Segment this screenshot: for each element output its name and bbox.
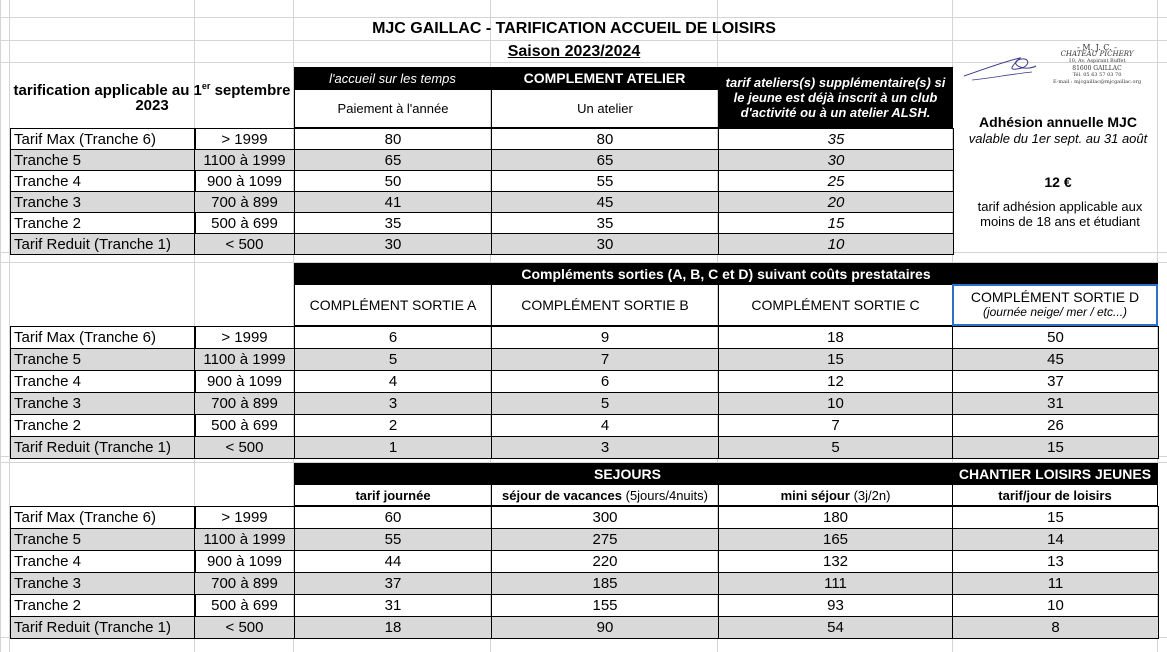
col-one-workshop-header: Un atelier <box>491 89 719 128</box>
logo-line2: CHATEAU PICHERY <box>1060 50 1134 58</box>
tarif-jour-loisirs-cell: 14 <box>952 528 1159 551</box>
tranche-label: Tarif Reduit (Tranche 1) <box>14 235 172 253</box>
mini-sejour-cell: 111 <box>718 572 953 595</box>
logo-line4: 81600 GAILLAC <box>1072 65 1122 72</box>
range-cell: 900 à 1099 <box>194 170 295 192</box>
range-cell: 700 à 899 <box>194 191 295 213</box>
annual-payment-cell: 65 <box>294 149 492 171</box>
mini-sejour-sub: (3j/2n) <box>853 487 891 503</box>
tranche-cell: Tranche 4 <box>10 170 196 192</box>
mini-sejour-cell: 93 <box>718 594 953 617</box>
sortie-b-cell: 7 <box>491 348 719 371</box>
sejours-header: SEJOURS <box>294 463 953 485</box>
tranche-cell: Tarif Max (Tranche 6) <box>10 326 196 349</box>
one-workshop-cell: 35 <box>491 212 719 234</box>
tarif-journee-cell: 18 <box>294 616 492 639</box>
tarif-journee-cell: 44 <box>294 550 492 573</box>
mjc-stamp-logo <box>962 42 1162 94</box>
sorties-header: Compléments sorties (A, B, C et D) suivant coûts prestataires <box>294 263 1158 285</box>
tranche-cell: Tranche 4 <box>10 370 196 393</box>
tranche-cell: Tranche 3 <box>10 392 196 415</box>
mini-sejour-cell: 180 <box>718 506 953 529</box>
adhesion-validity: valable du 1er sept. au 31 août <box>968 130 1148 146</box>
one-workshop-cell: 55 <box>491 170 719 192</box>
tarif-jour-loisirs-cell: 15 <box>952 506 1159 529</box>
sortie-a-cell: 6 <box>294 326 492 349</box>
sortie-d-sub: (journée neige/ mer / etc...) <box>982 305 1128 319</box>
logo-line6: E-mail : mjcgaillac@mjcgaillac.org <box>1052 79 1142 85</box>
tranche-cell: Tranche 4 <box>10 550 196 573</box>
tarif-jour-loisirs-cell: 8 <box>952 616 1159 639</box>
sejour-vacances-header <box>491 484 719 506</box>
tranche-cell: Tarif Max (Tranche 6) <box>10 506 196 529</box>
page-title: MJC GAILLAC - TARIFICATION ACCUEIL DE LOISIRS <box>372 20 776 37</box>
tranche-cell: Tranche 2 <box>10 594 196 617</box>
tarif-journee-cell: 31 <box>294 594 492 617</box>
sortie-d-cell: 50 <box>952 326 1159 349</box>
tranche-label: Tarif Reduit (Tranche 1) <box>14 439 172 456</box>
adhesion-note: tarif adhésion applicable aux moins de 18 ans et étudiant <box>977 199 1143 229</box>
sortie-c-cell: 7 <box>718 414 953 437</box>
tranche-cell: Tranche 5 <box>10 348 196 371</box>
range-cell: 900 à 1099 <box>194 550 295 573</box>
sortie-a-cell: 5 <box>294 348 492 371</box>
tarif-jour-loisirs-cell: 10 <box>952 594 1159 617</box>
sortie-d-header[interactable] <box>952 284 1158 326</box>
tarif-journee-cell: 60 <box>294 506 492 529</box>
range-cell: 500 à 699 <box>194 212 295 234</box>
sejour-vacances-cell: 275 <box>491 528 719 551</box>
supplementary-workshop-cell: 30 <box>718 149 954 171</box>
range-cell: 1100 à 1999 <box>194 149 295 171</box>
logo-line5: Tél. 05 63 57 03 70 <box>1072 72 1122 78</box>
annual-payment-cell: 50 <box>294 170 492 192</box>
sortie-b-cell: 4 <box>491 414 719 437</box>
range-cell: 700 à 899 <box>194 572 295 595</box>
sortie-b-cell: 3 <box>491 436 719 459</box>
sejour-vacances-label: séjour de vacances <box>502 487 622 503</box>
annual-payment-cell: 35 <box>294 212 492 234</box>
range-cell: 1100 à 1999 <box>194 528 295 551</box>
sortie-c-cell: 12 <box>718 370 953 393</box>
sortie-c-cell: 5 <box>718 436 953 459</box>
sortie-c-cell: 15 <box>718 348 953 371</box>
mini-sejour-cell: 132 <box>718 550 953 573</box>
tranche-cell: Tranche 3 <box>10 572 196 595</box>
section1-label: tarification applicable au 1er septembre 2023 <box>13 81 291 114</box>
mini-sejour-header <box>718 484 953 506</box>
tarif-journee-cell: 37 <box>294 572 492 595</box>
logo-line3: 10, Av. Aspirant Buffet <box>1068 58 1126 64</box>
tranche-cell <box>10 436 196 459</box>
tranche-cell <box>10 233 196 255</box>
tranche-label: Tarif Reduit (Tranche 1) <box>14 619 172 636</box>
supplementary-workshop-cell: 35 <box>718 128 954 150</box>
mini-sejour-cell: 165 <box>718 528 953 551</box>
range-cell: 500 à 699 <box>194 594 295 617</box>
range-cell: 700 à 899 <box>194 392 295 415</box>
chantier-header: CHANTIER LOISIRS JEUNES <box>952 463 1158 485</box>
tarif-jour-loisirs-cell: 13 <box>952 550 1159 573</box>
sortie-d-cell: 45 <box>952 348 1159 371</box>
adhesion-price: 12 € <box>1044 174 1072 190</box>
tranche-cell: Tranche 5 <box>10 528 196 551</box>
mini-sejour-label: mini séjour <box>780 487 850 503</box>
tranche-cell: Tranche 2 <box>10 414 196 437</box>
sejour-vacances-cell: 155 <box>491 594 719 617</box>
annual-payment-cell: 30 <box>294 233 492 255</box>
sejour-vacances-cell: 220 <box>491 550 719 573</box>
range-cell: < 500 <box>194 436 295 459</box>
sortie-d-cell: 26 <box>952 414 1159 437</box>
tranche-cell: Tranche 3 <box>10 191 196 213</box>
sortie-b-cell: 5 <box>491 392 719 415</box>
complement-atelier-header: COMPLEMENT ATELIER <box>491 67 718 89</box>
sejour-vacances-cell: 185 <box>491 572 719 595</box>
sortie-a-cell: 1 <box>294 436 492 459</box>
range-cell: 900 à 1099 <box>194 370 295 393</box>
range-cell: 500 à 699 <box>194 414 295 437</box>
annual-payment-cell: 80 <box>294 128 492 150</box>
sortie-a-header: COMPLÉMENT SORTIE A <box>294 284 492 326</box>
mini-sejour-cell: 54 <box>718 616 953 639</box>
sejour-vacances-cell: 90 <box>491 616 719 639</box>
tranche-cell: Tranche 5 <box>10 149 196 171</box>
tranche-cell <box>10 616 196 639</box>
range-cell: 1100 à 1999 <box>194 348 295 371</box>
sortie-c-cell: 10 <box>718 392 953 415</box>
supplementary-workshop-header: tarif ateliers(s) supplémentaire(s) si le jeune est déjà inscrit à un club d'activité ou à un atelier ALSH. <box>718 67 953 128</box>
col-a-top-header: l'accueil sur les temps <box>294 67 491 89</box>
sortie-d-cell: 31 <box>952 392 1159 415</box>
one-workshop-cell: 65 <box>491 149 719 171</box>
logo-line1: - M. J. C. - <box>1077 43 1117 52</box>
tarif-journee-header: tarif journée <box>294 484 492 506</box>
col-annual-payment-header: Paiement à l'année <box>294 89 492 128</box>
range-cell: < 500 <box>194 233 295 255</box>
supplementary-workshop-cell: 15 <box>718 212 954 234</box>
sortie-a-cell: 4 <box>294 370 492 393</box>
tarif-journee-cell: 55 <box>294 528 492 551</box>
sortie-a-cell: 2 <box>294 414 492 437</box>
sortie-a-cell: 3 <box>294 392 492 415</box>
sortie-b-cell: 6 <box>491 370 719 393</box>
tarif-jour-loisirs-cell: 11 <box>952 572 1159 595</box>
tranche-cell: Tarif Max (Tranche 6) <box>10 128 196 150</box>
season-title: Saison 2023/2024 <box>507 43 641 60</box>
sejour-vacances-sub: (5jours/4nuits) <box>625 487 708 503</box>
one-workshop-cell: 45 <box>491 191 719 213</box>
sortie-d-label: COMPLÉMENT SORTIE D <box>970 289 1140 305</box>
annual-payment-cell: 41 <box>294 191 492 213</box>
tranche-cell: Tranche 2 <box>10 212 196 234</box>
sejour-vacances-cell: 300 <box>491 506 719 529</box>
range-cell: > 1999 <box>194 506 295 529</box>
sortie-b-cell: 9 <box>491 326 719 349</box>
sortie-d-cell: 37 <box>952 370 1159 393</box>
tarif-jour-loisirs-header: tarif/jour de loisirs <box>952 484 1158 506</box>
supplementary-workshop-cell: 20 <box>718 191 954 213</box>
one-workshop-cell: 30 <box>491 233 719 255</box>
sortie-d-cell: 15 <box>952 436 1159 459</box>
sortie-c-header: COMPLÉMENT SORTIE C <box>718 284 953 326</box>
sortie-c-cell: 18 <box>718 326 953 349</box>
one-workshop-cell: 80 <box>491 128 719 150</box>
supplementary-workshop-cell: 10 <box>718 233 954 255</box>
range-cell: > 1999 <box>194 128 295 150</box>
range-cell: > 1999 <box>194 326 295 349</box>
supplementary-workshop-cell: 25 <box>718 170 954 192</box>
sortie-b-header: COMPLÉMENT SORTIE B <box>491 284 719 326</box>
range-cell: < 500 <box>194 616 295 639</box>
adhesion-title: Adhésion annuelle MJC <box>979 114 1137 130</box>
